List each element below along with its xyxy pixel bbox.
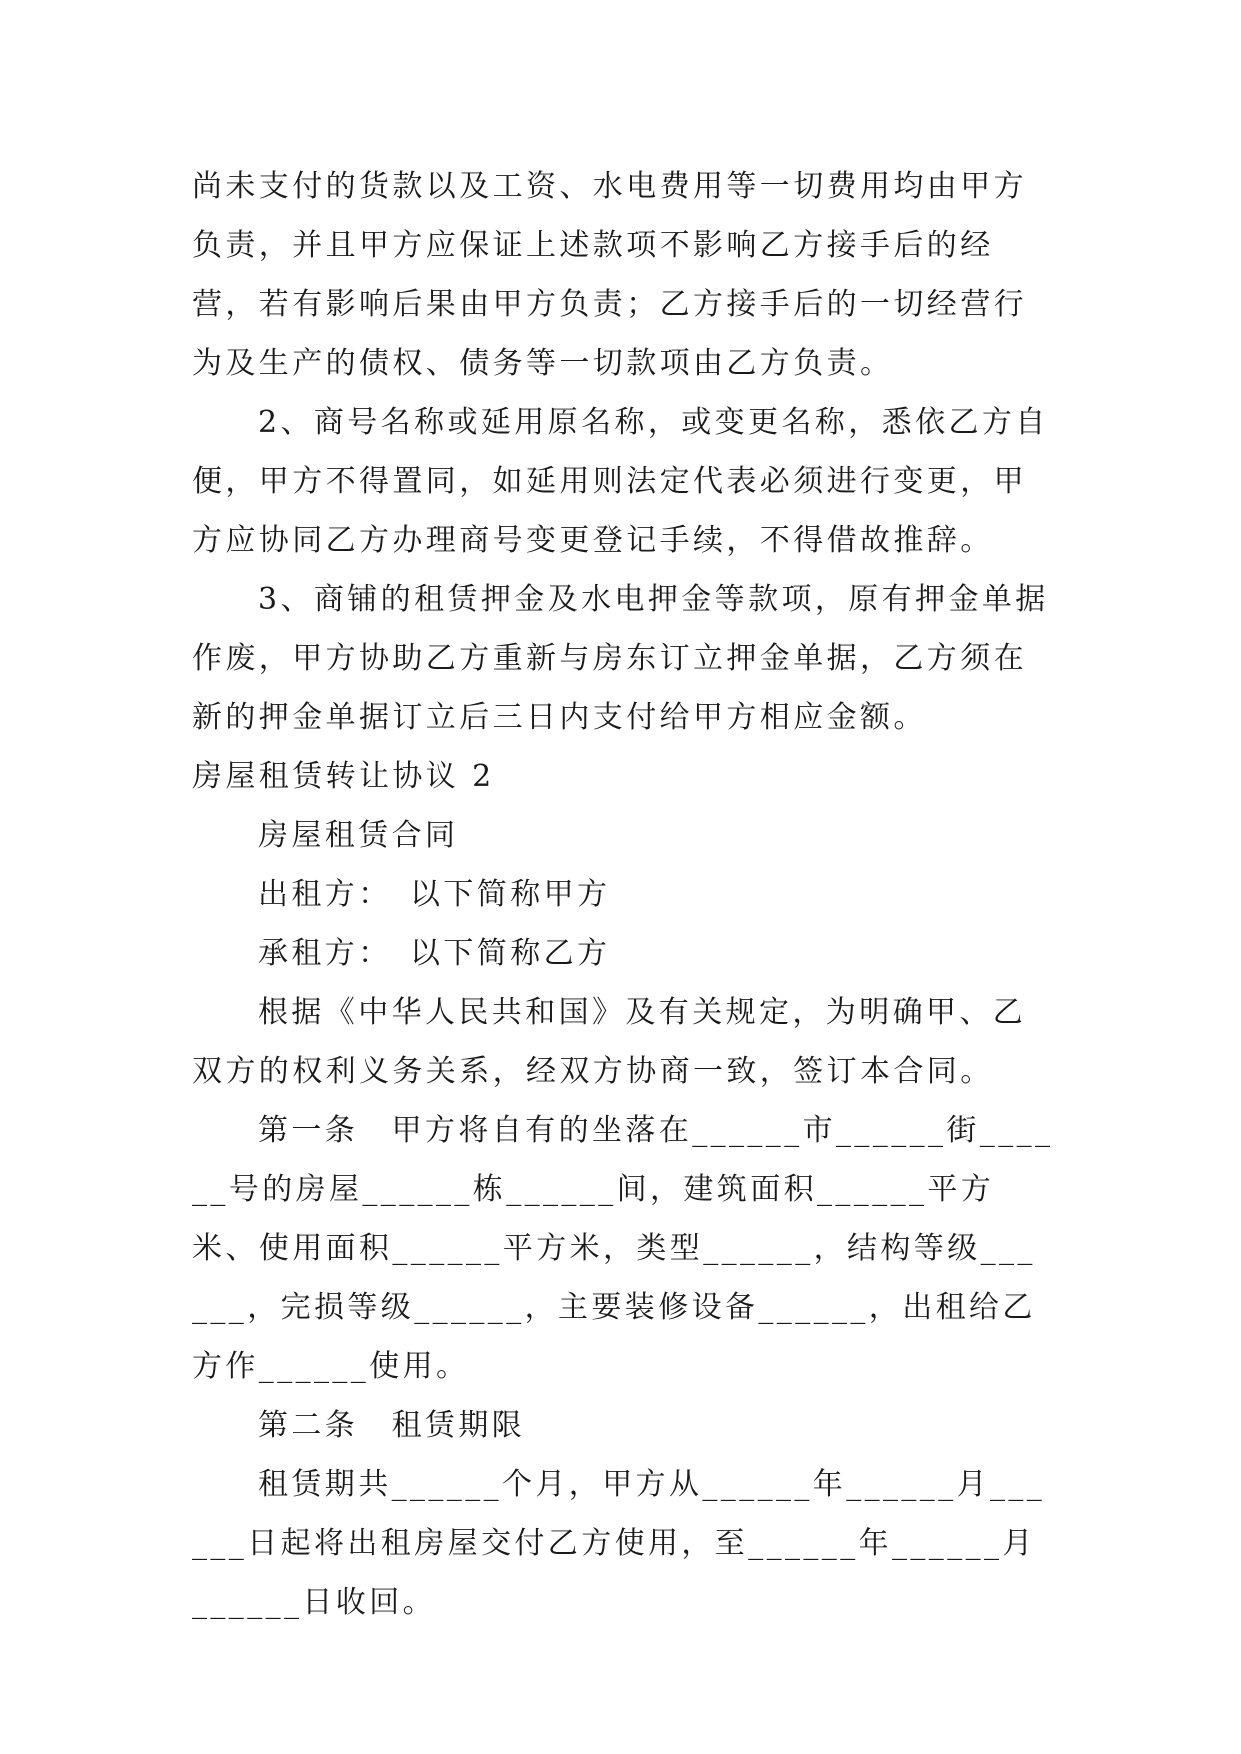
paragraph-trade-name: 2、商号名称或延用原名称，或变更名称，悉依乙方自便，甲方不得置同，如延用则法定代表必须进行变更，甲方应协同乙方办理商号变更登记手续，不得借故推辞。 [192, 405, 1049, 558]
lessee-line: 承租方： 以下简称乙方 [258, 936, 611, 971]
contract-title: 房屋租赁合同 [258, 818, 459, 853]
section-heading: 房屋租赁转让协议 2 [192, 759, 495, 794]
lessor-line: 出租方： 以下简称甲方 [258, 877, 611, 912]
paragraph-payment-responsibility: 尚未支付的货款以及工资、水电费用等一切费用均由甲方负责，并且甲方应保证上述款项不影响乙方接手后的经营，若有影响后果由甲方负责；乙方接手后的一切经营行为及生产的债权、债务等一切款项由乙方负责。 [192, 169, 1027, 381]
paragraph-lease-term: 租赁期共______个月，甲方从______年______月______日起将出租房屋交付乙方使用，至______年______月______日收回。 [192, 1467, 1046, 1620]
document-body [192, 157, 1054, 1632]
article-two-heading: 第二条 租赁期限 [258, 1408, 526, 1443]
article-one: 第一条 甲方将自有的坐落在______市______街______号的房屋______栋______间，建筑面积______平方米、使用面积______平方米，类型______，结构等级______，完损等级______，主要装修设备______，出租给乙方作______使用。 [192, 1113, 1054, 1384]
paragraph-preamble: 根据《中华人民共和国》及有关规定，为明确甲、乙双方的权利义务关系，经双方协商一致，签订本合同。 [192, 995, 1027, 1089]
paragraph-deposit: 3、商铺的租赁押金及水电押金等款项，原有押金单据作废，甲方协助乙方重新与房东订立押金单据，乙方须在新的押金单据订立后三日内支付给甲方相应金额。 [192, 582, 1049, 735]
